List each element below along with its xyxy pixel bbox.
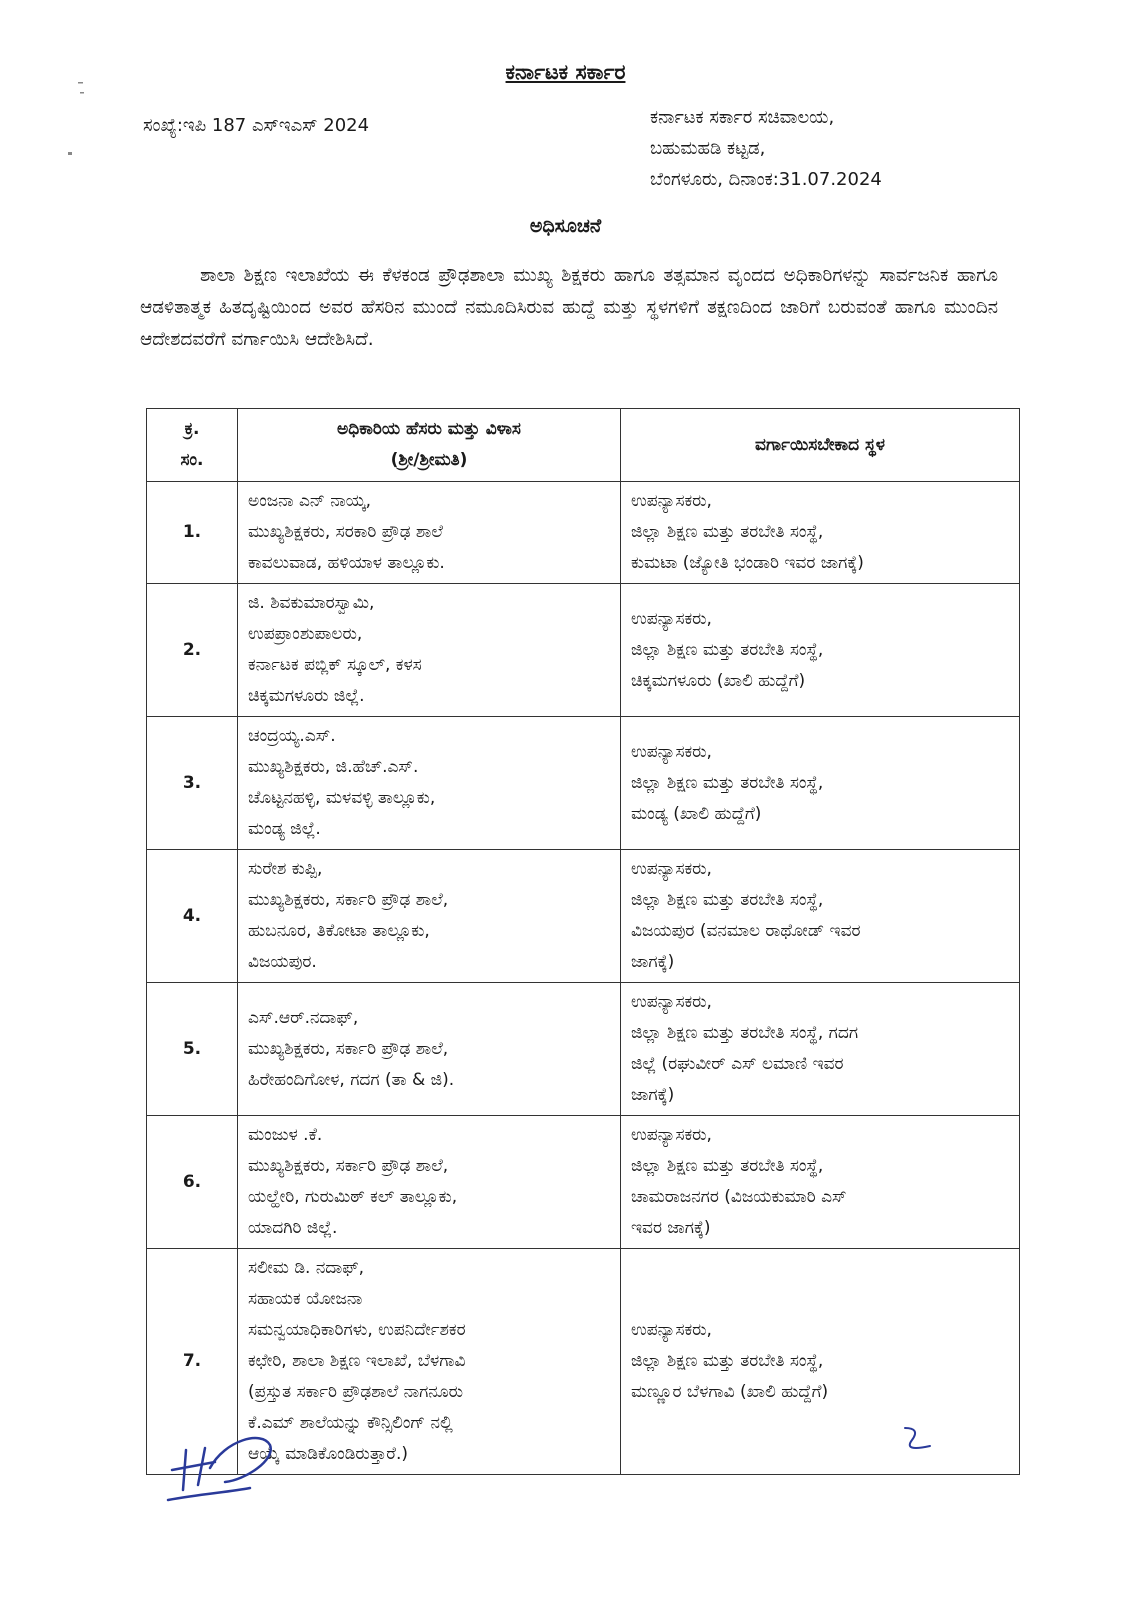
- row-posting-place: [621, 850, 1020, 983]
- header-sl-no: ಕ್ರ. ಸಂ.: [147, 409, 238, 482]
- officer-detail-line: ಚಂದ್ರಯ್ಯ.ಎಸ್.: [248, 726, 336, 746]
- posting-detail-line: ಜಿಲ್ಲೆ (ರಘುವೀರ್ ಎಸ್ ಲಮಾಣಿ ಇವರ: [631, 1054, 844, 1074]
- posting-detail-line: ಮಣ್ಣೂರ ಬೆಳಗಾವಿ (ಖಾಲಿ ಹುದ್ದೆಗೆ): [631, 1382, 829, 1402]
- header-posting-place: ವರ್ಗಾಯಿಸಬೇಕಾದ ಸ್ಥಳ: [621, 409, 1020, 482]
- posting-detail-line: ಉಪನ್ಯಾಸಕರು,: [631, 491, 712, 511]
- posting-detail-line: ಜಿಲ್ಲಾ ಶಿಕ್ಷಣ ಮತ್ತು ತರಬೇತಿ ಸಂಸ್ಥೆ,: [631, 1351, 824, 1371]
- row-officer-details: [238, 584, 621, 717]
- address-line: ಕರ್ನಾಟಕ ಸರ್ಕಾರ ಸಚಿವಾಲಯ,: [650, 107, 835, 128]
- row-officer-details: [238, 983, 621, 1116]
- officer-detail-line: ಅಂಜನಾ ಎನ್ ನಾಯ್ಕ,: [248, 491, 371, 511]
- officer-detail-line: ಕಛೇರಿ, ಶಾಲಾ ಶಿಕ್ಷಣ ಇಲಾಖೆ, ಬೆಳಗಾವಿ: [248, 1351, 466, 1371]
- officer-detail-line: ವಿಜಯಪುರ.: [248, 952, 317, 972]
- posting-detail-line: ಜಾಗಕ್ಕೆ): [631, 1085, 675, 1105]
- officer-detail-line: ಹಿರೇಹಂದಿಗೋಳ, ಗದಗ (ತಾ & ಜಿ).: [248, 1069, 455, 1090]
- posting-detail-line: ಇವರ ಜಾಗಕ್ಕೆ): [631, 1218, 711, 1238]
- row-serial-number: 2.: [147, 584, 238, 717]
- officer-detail-line: ಚಿಕ್ಕಮಗಳೂರು ಜಿಲ್ಲೆ.: [248, 686, 365, 706]
- posting-detail-line: ಉಪನ್ಯಾಸಕರು,: [631, 608, 712, 629]
- posting-detail-line: ಜಿಲ್ಲಾ ಶಿಕ್ಷಣ ಮತ್ತು ತರಬೇತಿ ಸಂಸ್ಥೆ,: [631, 522, 824, 542]
- table-row: [147, 850, 1020, 983]
- officer-detail-line: ಸಮನ್ವಯಾಧಿಕಾರಿಗಳು, ಉಪನಿರ್ದೇಶಕರ: [248, 1320, 466, 1340]
- posting-detail-line: ಜಿಲ್ಲಾ ಶಿಕ್ಷಣ ಮತ್ತು ತರಬೇತಿ ಸಂಸ್ಥೆ,: [631, 639, 824, 660]
- officer-detail-line: ಸಹಾಯಕ ಯೋಜನಾ: [248, 1289, 363, 1309]
- table-row: [147, 584, 1020, 717]
- row-posting-place: [621, 983, 1020, 1116]
- office-address: [650, 102, 882, 195]
- posting-detail-line: ಚಿಕ್ಕಮಗಳೂರು (ಖಾಲಿ ಹುದ್ದೆಗೆ): [631, 670, 806, 691]
- posting-detail-line: ಕುಮಟಾ (ಜ್ಯೋತಿ ಭಂಡಾರಿ ಇವರ ಜಾಗಕ್ಕೆ): [631, 553, 864, 573]
- row-serial-number: 7.: [147, 1249, 238, 1475]
- posting-detail-line: ಜಿಲ್ಲಾ ಶಿಕ್ಷಣ ಮತ್ತು ತರಬೇತಿ ಸಂಸ್ಥೆ,: [631, 890, 824, 910]
- header-officer-name: ಅಧಿಕಾರಿಯ ಹೆಸರು ಮತ್ತು ವಿಳಾಸ (ಶ್ರೀ/ಶ್ರೀಮತಿ): [238, 409, 621, 482]
- row-serial-number: 4.: [147, 850, 238, 983]
- document-title: ಕರ್ನಾಟಕ ಸರ್ಕಾರ: [505, 60, 626, 84]
- transfer-table: [146, 408, 1020, 1475]
- row-officer-details: [238, 1116, 621, 1249]
- officer-detail-line: ಹುಬನೂರ, ತಿಕೋಟಾ ತಾಲ್ಲೂಕು,: [248, 921, 430, 941]
- officer-detail-line: ಚೊಟ್ಟನಹಳ್ಳಿ, ಮಳವಳ್ಳಿ ತಾಲ್ಲೂಕು,: [248, 788, 436, 808]
- row-posting-place: [621, 1116, 1020, 1249]
- officer-detail-line: ಮಂಜುಳ .ಕೆ.: [248, 1125, 323, 1145]
- officer-detail-line: ಮುಖ್ಯಶಿಕ್ಷಕರು, ಸರ್ಕಾರಿ ಪ್ರೌಢ ಶಾಲೆ,: [248, 1156, 449, 1176]
- officer-detail-line: ಮುಖ್ಯಶಿಕ್ಷಕರು, ಸರಕಾರಿ ಪ್ರೌಢ ಶಾಲೆ: [248, 522, 443, 542]
- officer-detail-line: ಜಿ. ಶಿವಕುಮಾರಸ್ವಾಮಿ,: [248, 593, 375, 613]
- officer-detail-line: ಮುಖ್ಯಶಿಕ್ಷಕರು, ಸರ್ಕಾರಿ ಪ್ರೌಢ ಶಾಲೆ,: [248, 890, 449, 910]
- posting-detail-line: ಉಪನ್ಯಾಸಕರು,: [631, 992, 712, 1012]
- posting-detail-line: ಜಾಗಕ್ಕೆ): [631, 952, 675, 972]
- officer-detail-line: ಸಲೀಮ ಡಿ. ನದಾಫ್,: [248, 1258, 365, 1278]
- row-serial-number: 3.: [147, 717, 238, 850]
- posting-detail-line: ಜಿಲ್ಲಾ ಶಿಕ್ಷಣ ಮತ್ತು ತರಬೇತಿ ಸಂಸ್ಥೆ, ಗದಗ: [631, 1023, 859, 1043]
- row-officer-details: [238, 1249, 621, 1475]
- address-line: ಬೆಂಗಳೂರು, ದಿನಾಂಕ:31.07.2024: [650, 169, 882, 190]
- table-row: [147, 482, 1020, 584]
- posting-detail-line: ಜಿಲ್ಲಾ ಶಿಕ್ಷಣ ಮತ್ತು ತರಬೇತಿ ಸಂಸ್ಥೆ,: [631, 1156, 824, 1176]
- row-posting-place: [621, 717, 1020, 850]
- officer-detail-line: ಮುಖ್ಯಶಿಕ್ಷಕರು, ಜಿ.ಹೆಚ್.ಎಸ್.: [248, 757, 419, 777]
- officer-detail-line: ಕೆ.ಎಮ್ ಶಾಲೆಯನ್ನು ಕೌನ್ಸಿಲಿಂಗ್ ನಲ್ಲಿ: [248, 1413, 453, 1433]
- posting-detail-line: ಉಪನ್ಯಾಸಕರು,: [631, 859, 712, 879]
- posting-detail-line: ಉಪನ್ಯಾಸಕರು,: [631, 1320, 712, 1340]
- officer-detail-line: ಯಲ್ಹೇರಿ, ಗುರುಮಿಠ್ ಕಲ್ ತಾಲ್ಲೂಕು,: [248, 1187, 458, 1207]
- posting-detail-line: ಮಂಡ್ಯ (ಖಾಲಿ ಹುದ್ದೆಗೆ): [631, 803, 762, 824]
- officer-detail-line: ಯಾದಗಿರಿ ಜಿಲ್ಲೆ.: [248, 1218, 338, 1238]
- address-line: ಬಹುಮಹಡಿ ಕಟ್ಟಡ,: [650, 138, 766, 159]
- table-row: [147, 1249, 1020, 1475]
- officer-detail-line: ಕರ್ನಾಟಕ ಪಬ್ಲಿಕ್ ಸ್ಕೂಲ್, ಕಳಸ: [248, 655, 422, 675]
- table-row: [147, 983, 1020, 1116]
- posting-detail-line: ಉಪನ್ಯಾಸಕರು,: [631, 741, 712, 762]
- row-officer-details: [238, 850, 621, 983]
- notification-body: ಶಾಲಾ ಶಿಕ್ಷಣ ಇಲಾಖೆಯ ಈ ಕೆಳಕಂಡ ಪ್ರೌಢಶಾಲಾ ಮುಖ್ಯ ಶಿಕ್ಷಕರು ಹಾಗೂ ತತ್ಸಮಾನ ವೃಂದದ ಅಧಿಕಾರಿಗಳನ್ನು ಸಾರ್ವಜನಿಕ ಹಾಗೂ ಆಡಳಿತಾತ್ಮಕ ಹಿತದೃಷ್ಟಿಯಿಂದ ಅವರ ಹೆಸರಿನ ಮುಂದೆ ನಮೂದಿಸಿರುವ ಹುದ್ದೆ ಮತ್ತು ಸ್ಥಳಗಳಿಗೆ ತಕ್ಷಣದಿಂದ ಜಾರಿಗೆ ಬರುವಂತೆ ಹಾಗೂ ಮುಂದಿನ ಆದೇಶದವರೆಗೆ ವರ್ಗಾಯಿಸಿ ಆದೇಶಿಸಿದೆ.: [140, 265, 998, 350]
- row-officer-details: [238, 717, 621, 850]
- officer-detail-line: (ಪ್ರಸ್ತುತ ಸರ್ಕಾರಿ ಪ್ರೌಢಶಾಲೆ ನಾಗನೂರು: [248, 1382, 463, 1402]
- officer-detail-line: ಮುಖ್ಯಶಿಕ್ಷಕರು, ಸರ್ಕಾರಿ ಪ್ರೌಢ ಶಾಲೆ,: [248, 1038, 449, 1059]
- officer-detail-line: ಸುರೇಶ ಕುಪ್ಪಿ,: [248, 859, 323, 879]
- row-posting-place: [621, 1249, 1020, 1475]
- row-serial-number: 5.: [147, 983, 238, 1116]
- row-officer-details: [238, 482, 621, 584]
- posting-detail-line: ಚಾಮರಾಜನಗರ (ವಿಜಯಕುಮಾರಿ ಎಸ್: [631, 1187, 847, 1207]
- table-row: [147, 1116, 1020, 1249]
- posting-detail-line: ಜಿಲ್ಲಾ ಶಿಕ್ಷಣ ಮತ್ತು ತರಬೇತಿ ಸಂಸ್ಥೆ,: [631, 772, 824, 793]
- officer-detail-line: ಕಾವಲುವಾಡ, ಹಳಿಯಾಳ ತಾಲ್ಲೂಕು.: [248, 553, 445, 573]
- officer-detail-line: ಉಪಪ್ರಾಂಶುಪಾಲರು,: [248, 624, 363, 644]
- officer-detail-line: ಎಸ್.ಆರ್.ನದಾಫ್,: [248, 1007, 359, 1028]
- officer-detail-line: ಮಂಡ್ಯ ಜಿಲ್ಲೆ.: [248, 819, 321, 839]
- scan-specks: [68, 82, 84, 155]
- row-serial-number: 6.: [147, 1116, 238, 1249]
- notification-heading: ಅಧಿಸೂಚನೆ: [529, 215, 602, 237]
- row-posting-place: [621, 584, 1020, 717]
- table-header-row: [147, 409, 1020, 482]
- posting-detail-line: ವಿಜಯಪುರ (ವನಮಾಲ ರಾಥೋಡ್ ಇವರ: [631, 921, 861, 941]
- posting-detail-line: ಉಪನ್ಯಾಸಕರು,: [631, 1125, 712, 1145]
- reference-number: ಸಂಖ್ಯೆ:ಇಪಿ 187 ಎಸ್‌ಇಎಸ್ 2024: [143, 115, 370, 136]
- row-posting-place: [621, 482, 1020, 584]
- table-row: [147, 717, 1020, 850]
- row-serial-number: 1.: [147, 482, 238, 584]
- officer-detail-line: ಆಯ್ಕೆ ಮಾಡಿಕೊಂಡಿರುತ್ತಾರೆ.): [248, 1444, 408, 1464]
